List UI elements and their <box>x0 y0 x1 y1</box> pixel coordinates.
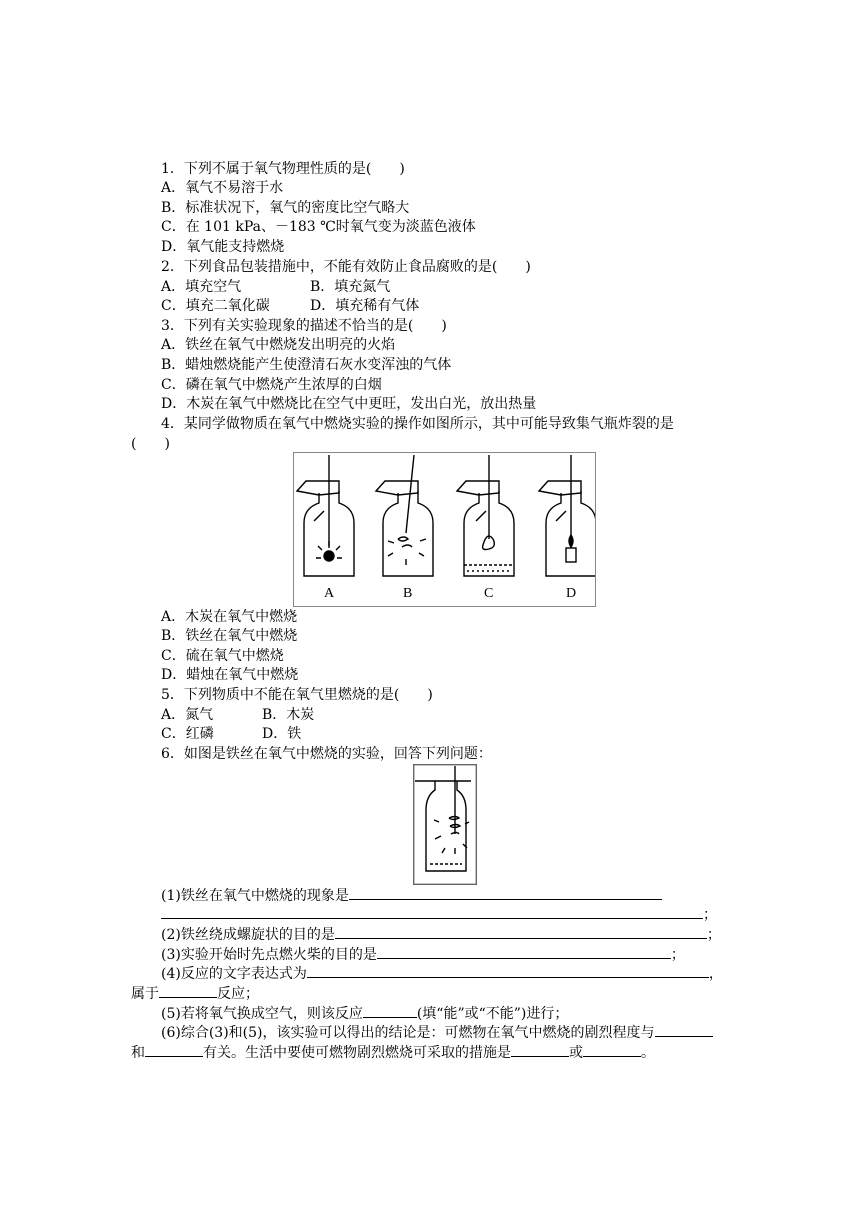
q6-part6-line <box>161 1023 713 1043</box>
q6-part4-blank-a[interactable] <box>307 964 709 978</box>
q6-part1-blank-a[interactable] <box>349 886 662 900</box>
q6-part6-blank-d[interactable] <box>583 1043 641 1057</box>
q6-part1-text: (1)铁丝在氧气中燃烧的现象是 <box>161 888 349 904</box>
bottle-b-icon <box>376 455 433 576</box>
q6-part6-blank-b[interactable] <box>145 1043 203 1057</box>
q2-option-c: C．填充二氧化碳 <box>161 298 270 314</box>
q6-part2-end: ； <box>706 927 721 943</box>
q6-part3-text: (3)实验开始时先点燃火柴的目的是 <box>161 947 377 963</box>
q6-part1-line <box>161 886 662 906</box>
figure-label-b: B <box>403 586 413 601</box>
q6-part1-end: ； <box>703 907 717 923</box>
q3-option-c: C．磷在氧气中燃烧产生浓厚的白烟 <box>161 377 382 393</box>
q4-option-a: A．木炭在氧气中燃烧 <box>161 609 298 625</box>
q6-part1-blank-b[interactable] <box>161 905 703 919</box>
q5-option-a: A．氮气 <box>161 707 214 723</box>
q6-part6-blank-c[interactable] <box>511 1043 569 1057</box>
q5-option-b: B．木炭 <box>262 707 315 723</box>
figure-label-c: C <box>484 586 494 601</box>
q4-option-d: D．蜡烛在氧气中燃烧 <box>161 667 299 683</box>
q6-part5-end: (填“能”或“不能”)进行； <box>416 1006 569 1022</box>
q6-part3-line <box>161 945 685 965</box>
q3-stem: 3．下列有关实验现象的描述不恰当的是( ) <box>161 318 447 334</box>
q6-part6-text: (6)综合(3)和(5)，该实验可以得出的结论是：可燃物在氧气中燃烧的剧烈程度与 <box>161 1025 655 1041</box>
q6-part5-line <box>161 1004 568 1024</box>
q6-part4-line2 <box>131 984 259 1004</box>
q6-part5-text: (5)若将氧气换成空气，则该反应 <box>161 1006 363 1022</box>
q4-figure-four-bottles <box>293 452 596 607</box>
q6-part2-blank[interactable] <box>335 925 707 939</box>
q6-part6b-end: 。 <box>641 1045 655 1061</box>
q4-stem: 4．某同学做物质在氧气中燃烧实验的操作如图所示，其中可能导致集气瓶炸裂的是 <box>161 416 674 432</box>
q2-option-d: D．填充稀有气体 <box>310 298 420 314</box>
q6-part6b-start: 和 <box>131 1045 145 1061</box>
figure-label-d: D <box>566 586 577 601</box>
q6-figure-iron-wire-bottle <box>413 764 477 885</box>
q2-stem: 2．下列食品包装措施中，不能有效防止食品腐败的是( ) <box>161 259 531 275</box>
bottle-d-icon <box>539 455 595 576</box>
q6-part4-line <box>161 964 723 984</box>
q6-part2-line <box>161 925 721 945</box>
q3-option-b: B．蜡烛燃烧能产生使澄清石灰水变浑浊的气体 <box>161 357 452 373</box>
q6-part4-end: ， <box>708 966 723 982</box>
q2-option-a: A．填充空气 <box>161 279 242 295</box>
q4-stem-bracket: ( ) <box>131 436 170 452</box>
q2-option-b: B．填充氮气 <box>310 279 391 295</box>
q1-stem: 1．下列不属于氧气物理性质的是( ) <box>161 161 405 177</box>
q6-part6-blank-a[interactable] <box>655 1023 713 1037</box>
q5-option-c: C．红磷 <box>161 726 214 742</box>
bottle-a-icon <box>297 455 354 576</box>
q3-option-a: A．铁丝在氧气中燃烧发出明亮的火焰 <box>161 337 396 353</box>
q6-part6b-mid: 有关。生活中要使可燃物剧烈燃烧可采取的措施是 <box>203 1045 511 1061</box>
q1-option-d: D．氧气能支持燃烧 <box>161 239 285 255</box>
q4-option-b: B．铁丝在氧气中燃烧 <box>161 628 298 644</box>
q6-part4-text: (4)反应的文字表达式为 <box>161 966 307 982</box>
q3-option-d: D．木炭在氧气中燃烧比在空气中更旺，发出白光，放出热量 <box>161 396 537 412</box>
q6-part6b-or: 或 <box>569 1045 583 1061</box>
q5-stem: 5．下列物质中不能在氧气里燃烧的是( ) <box>161 687 433 703</box>
q6-part4-blank-b[interactable] <box>159 984 217 998</box>
q6-part4b-end: 反应； <box>217 986 259 1002</box>
q6-part2-text: (2)铁丝绕成螺旋状的目的是 <box>161 927 335 943</box>
q6-part3-blank[interactable] <box>377 945 671 959</box>
figure-label-a: A <box>324 586 335 601</box>
q6-part4b-text: 属于 <box>131 986 159 1002</box>
q6-part6-line2 <box>131 1043 655 1063</box>
q1-option-c: C．在 101 kPa、－183 ℃时氧气变为淡蓝色液体 <box>161 219 476 235</box>
q6-part5-blank[interactable] <box>363 1004 417 1018</box>
q4-option-c: C．硫在氧气中燃烧 <box>161 648 284 664</box>
q6-stem: 6．如图是铁丝在氧气中燃烧的实验，回答下列问题： <box>161 746 492 762</box>
bottle-c-icon <box>457 455 514 576</box>
q1-option-b: B．标准状况下，氧气的密度比空气略大 <box>161 200 410 216</box>
q1-option-a: A．氧气不易溶于水 <box>161 180 284 196</box>
q5-option-d: D．铁 <box>262 726 302 742</box>
q6-part3-end: ； <box>670 947 685 963</box>
q6-part1-line2 <box>161 905 717 925</box>
